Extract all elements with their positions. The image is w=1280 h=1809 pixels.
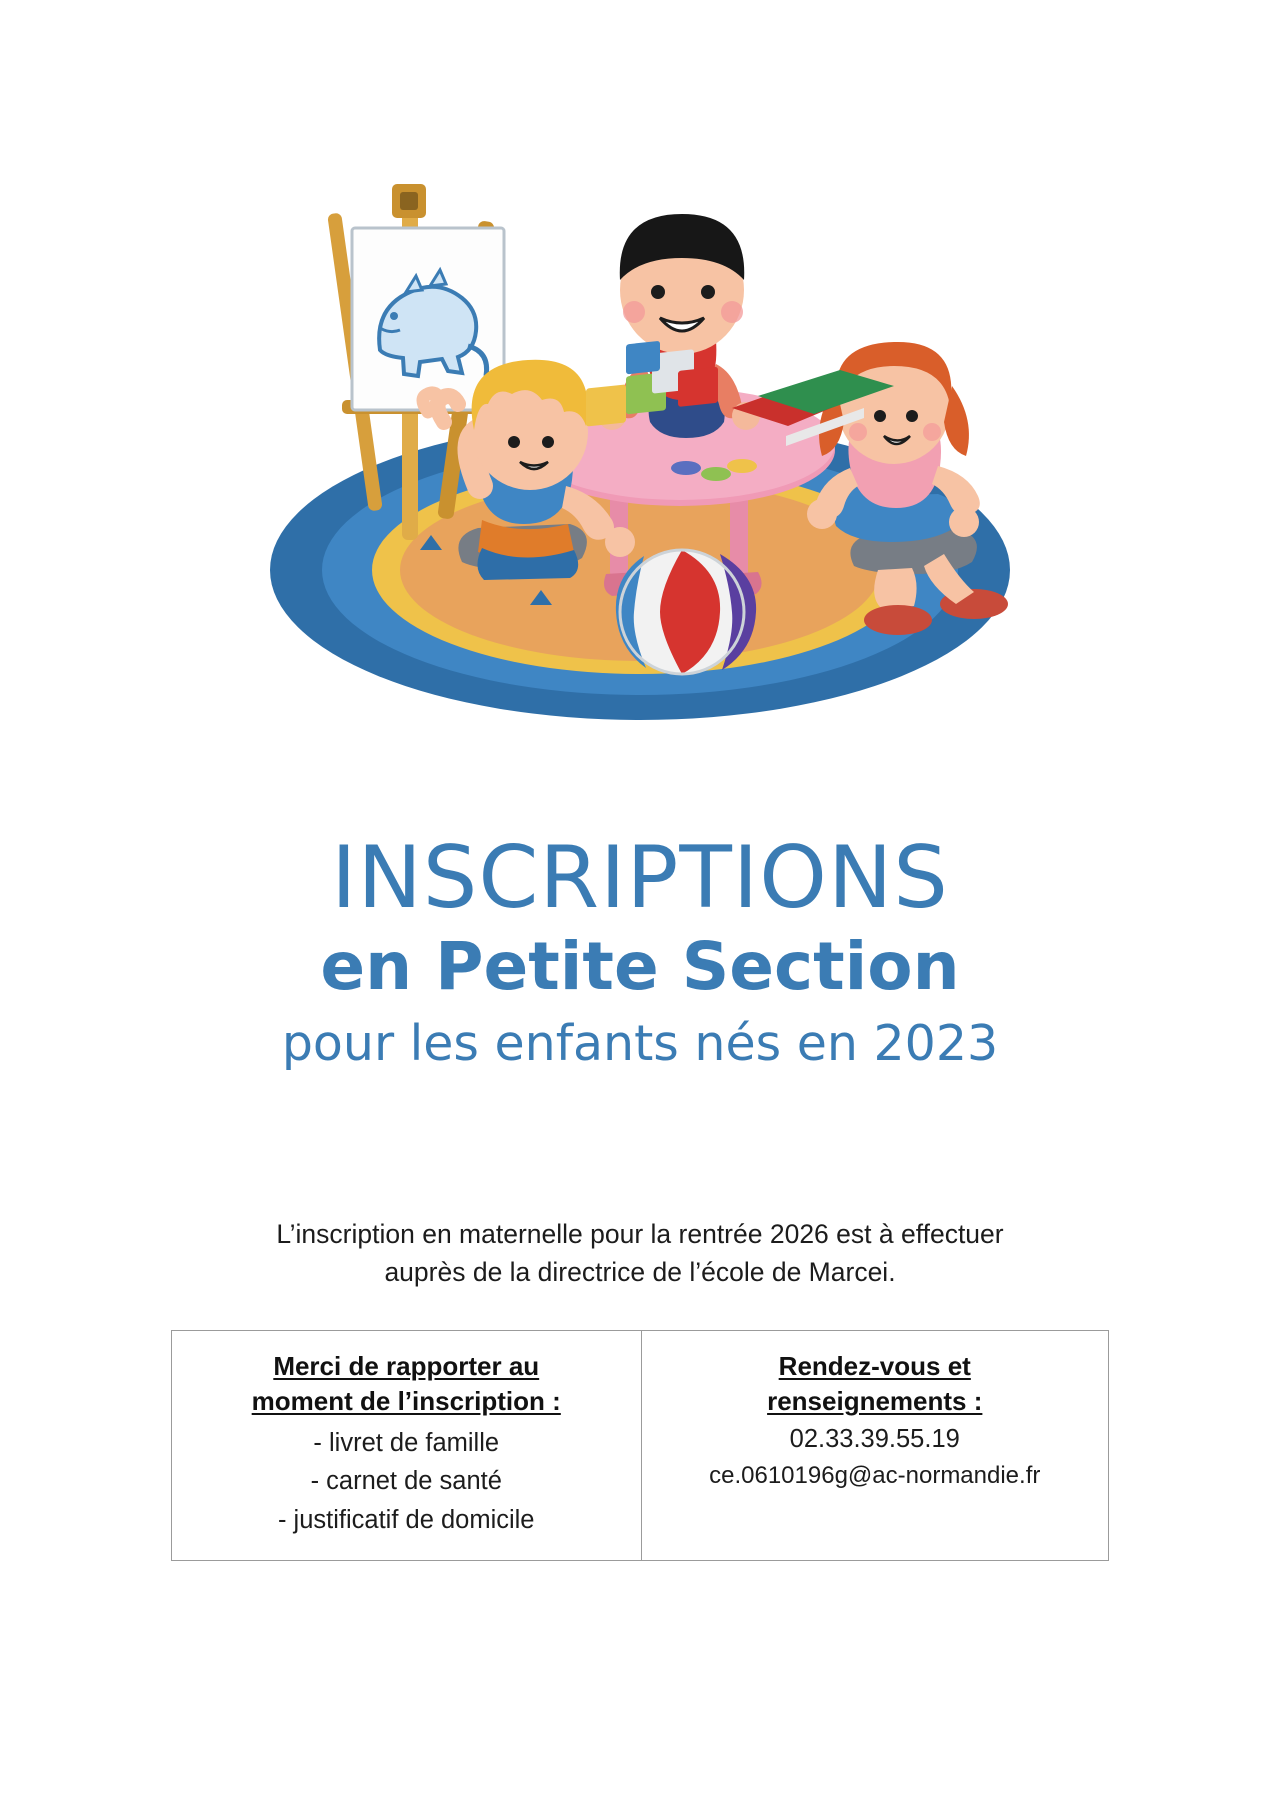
intro-line-1: L’inscription en maternelle pour la rentrée 2026 est à effectuer — [276, 1219, 1004, 1249]
intro-paragraph — [160, 1215, 1120, 1292]
documents-heading-line-1: Merci de rapporter au — [273, 1351, 540, 1381]
contact-email[interactable]: ce.0610196g@ac-normandie.fr — [709, 1462, 1041, 1490]
intro-line-2: auprès de la directrice de l’école de Marcei. — [384, 1257, 896, 1288]
poster-titles — [0, 828, 1280, 1073]
page-subtitle-secondary: pour les enfants nés en 2023 — [281, 1014, 999, 1072]
beach-ball — [616, 550, 756, 674]
documents-heading — [182, 1349, 631, 1419]
list-item: - livret de famille — [313, 1429, 500, 1458]
contact-heading-line-1: Rendez-vous et — [778, 1351, 971, 1381]
info-table — [171, 1330, 1109, 1561]
contact-phone[interactable]: 02.33.39.55.19 — [789, 1425, 960, 1454]
shoe — [864, 605, 932, 635]
children-playing-illustration — [230, 150, 1050, 730]
info-cell-documents — [172, 1331, 642, 1560]
info-cell-contact — [642, 1331, 1109, 1560]
contact-heading — [652, 1349, 1099, 1419]
list-item: - justificatif de domicile — [277, 1505, 535, 1534]
contact-heading-line-2: renseignements : — [767, 1386, 983, 1417]
page-title: INSCRIPTIONS — [331, 828, 949, 928]
list-item: - carnet de santé — [310, 1467, 502, 1496]
documents-list — [182, 1425, 631, 1538]
page-subtitle: en Petite Section — [320, 927, 960, 1005]
documents-heading-line-2: moment de l’inscription : — [251, 1386, 561, 1417]
